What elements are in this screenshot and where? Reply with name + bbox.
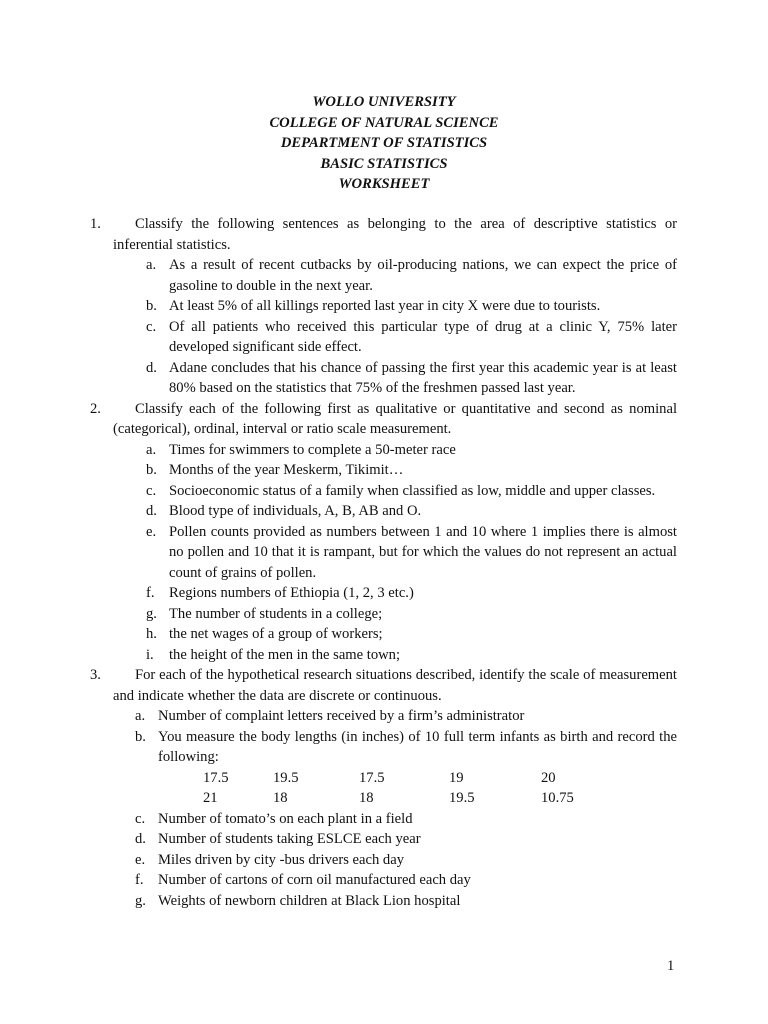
college-name: COLLEGE OF NATURAL SCIENCE bbox=[269, 114, 499, 131]
item-text: the net wages of a group of workers; bbox=[169, 626, 383, 642]
table-row bbox=[203, 768, 611, 789]
course-name: BASIC STATISTICS bbox=[320, 155, 448, 172]
table-cell: 17.5 bbox=[203, 769, 229, 786]
item-text: Blood type of individuals, A, B, AB and O. bbox=[169, 503, 422, 519]
item-text: Regions numbers of Ethiopia (1, 2, 3 etc.) bbox=[169, 585, 414, 601]
table-cell: 19 bbox=[449, 769, 464, 786]
table-cell: 10.75 bbox=[541, 790, 574, 806]
list-item bbox=[90, 870, 677, 891]
department-name: DEPARTMENT OF STATISTICS bbox=[280, 135, 488, 151]
question-number: 1. bbox=[90, 216, 101, 232]
list-item bbox=[90, 583, 677, 604]
item-text: the height of the men in the same town; bbox=[169, 646, 401, 663]
item-text: You measure the body lengths (in inches) of 10 full term infants as birth and record the following: bbox=[158, 728, 677, 765]
table-cell: 18 bbox=[273, 790, 288, 806]
list-item bbox=[90, 706, 677, 727]
question-2-items bbox=[90, 440, 677, 666]
item-marker: d. bbox=[135, 831, 146, 847]
page-number: 1 bbox=[667, 958, 675, 974]
table-cell: 19.5 bbox=[273, 769, 299, 786]
list-item bbox=[90, 296, 677, 317]
item-marker: d. bbox=[146, 503, 157, 519]
list-item bbox=[90, 522, 677, 584]
question-number: 2. bbox=[90, 400, 101, 417]
list-item bbox=[90, 829, 677, 850]
item-marker: h. bbox=[146, 626, 157, 642]
item-marker: d. bbox=[146, 359, 157, 376]
list-item bbox=[90, 255, 677, 296]
item-text: Miles driven by city -bus drivers each day bbox=[158, 851, 404, 868]
item-text: Number of complaint letters received by a firm’s administrator bbox=[158, 708, 525, 724]
table-cell: 20 bbox=[541, 769, 556, 786]
item-text: The number of students in a college; bbox=[169, 605, 383, 622]
list-item bbox=[90, 624, 677, 645]
list-item bbox=[90, 850, 677, 871]
item-marker: b. bbox=[135, 728, 146, 745]
question-text: For each of the hypothetical research situations described, identify the scale of measurement and indicate whether the data are discrete or continuous. bbox=[113, 667, 677, 704]
table-cell: 21 bbox=[203, 790, 218, 806]
list-item bbox=[90, 460, 677, 481]
list-item bbox=[90, 317, 677, 358]
list-item bbox=[90, 891, 677, 912]
item-text: Number of cartons of corn oil manufactured each day bbox=[158, 872, 471, 888]
item-marker: c. bbox=[146, 482, 157, 499]
list-item bbox=[90, 604, 677, 625]
question-2 bbox=[90, 399, 677, 666]
item-text: Number of tomato’s on each plant in a field bbox=[158, 810, 413, 827]
item-marker: e. bbox=[146, 523, 157, 540]
infant-lengths-table bbox=[203, 768, 611, 809]
document-title: WORKSHEET bbox=[338, 176, 430, 192]
list-item bbox=[90, 358, 677, 399]
list-item bbox=[90, 727, 677, 768]
table-row bbox=[203, 788, 611, 809]
item-text: As a result of recent cutbacks by oil-producing nations, we can expect the price of gasoline to double in the next year. bbox=[169, 257, 677, 294]
list-item bbox=[90, 809, 677, 830]
question-1 bbox=[90, 214, 677, 399]
item-marker: i. bbox=[146, 646, 154, 663]
list-item bbox=[90, 481, 677, 502]
table-cell: 19.5 bbox=[449, 790, 475, 806]
item-marker: b. bbox=[146, 298, 157, 314]
list-item bbox=[90, 501, 677, 522]
question-3 bbox=[90, 665, 677, 911]
item-text: Number of students taking ESLCE each year bbox=[158, 831, 421, 847]
table-cell: 17.5 bbox=[359, 769, 385, 786]
item-text: Of all patients who received this particular type of drug at a clinic Y, 75% later developed significant side effect. bbox=[169, 318, 677, 355]
item-text: Months of the year Meskerm, Tikimit… bbox=[169, 462, 404, 478]
question-number: 3. bbox=[90, 667, 101, 683]
item-marker: f. bbox=[135, 872, 144, 888]
item-marker: b. bbox=[146, 462, 157, 478]
item-marker: e. bbox=[135, 851, 146, 868]
item-text: Times for swimmers to complete a 50-meter race bbox=[169, 441, 456, 458]
item-marker: a. bbox=[135, 708, 146, 724]
item-marker: f. bbox=[146, 585, 155, 601]
item-text: Weights of newborn children at Black Lion hospital bbox=[158, 892, 461, 909]
item-marker: a. bbox=[146, 441, 157, 458]
university-name: WOLLO UNIVERSITY bbox=[312, 94, 456, 110]
item-text: Socioeconomic status of a family when classified as low, middle and upper classes. bbox=[169, 482, 656, 499]
item-marker: a. bbox=[146, 257, 157, 273]
list-item bbox=[90, 440, 677, 461]
document-header bbox=[0, 92, 768, 195]
table-cell: 18 bbox=[359, 790, 374, 806]
item-text: Pollen counts provided as numbers between 1 and 10 where 1 implies there is almost no pollen and 10 that it is rampant, but for which the values do not represent an actual count of grains of pollen. bbox=[169, 523, 677, 581]
item-marker: g. bbox=[135, 892, 146, 909]
question-3-items-continued bbox=[90, 809, 677, 912]
item-text: At least 5% of all killings reported last year in city X were due to tourists. bbox=[169, 298, 601, 314]
question-1-items bbox=[90, 255, 677, 399]
item-marker: g. bbox=[146, 605, 157, 622]
item-marker: c. bbox=[146, 318, 157, 335]
list-item bbox=[90, 645, 677, 666]
question-3-items bbox=[90, 706, 677, 768]
item-text: Adane concludes that his chance of passing the first year this academic year is at least 80% based on the statistics that 75% of the freshmen passed last year. bbox=[169, 359, 677, 396]
question-text: Classify each of the following first as qualitative or quantitative and second as nominal (categorical), ordinal, interval or ratio scale measurement. bbox=[113, 400, 677, 437]
question-text: Classify the following sentences as belonging to the area of descriptive statistics or inferential statistics. bbox=[113, 216, 677, 253]
item-marker: c. bbox=[135, 810, 146, 827]
worksheet-body bbox=[90, 214, 677, 911]
